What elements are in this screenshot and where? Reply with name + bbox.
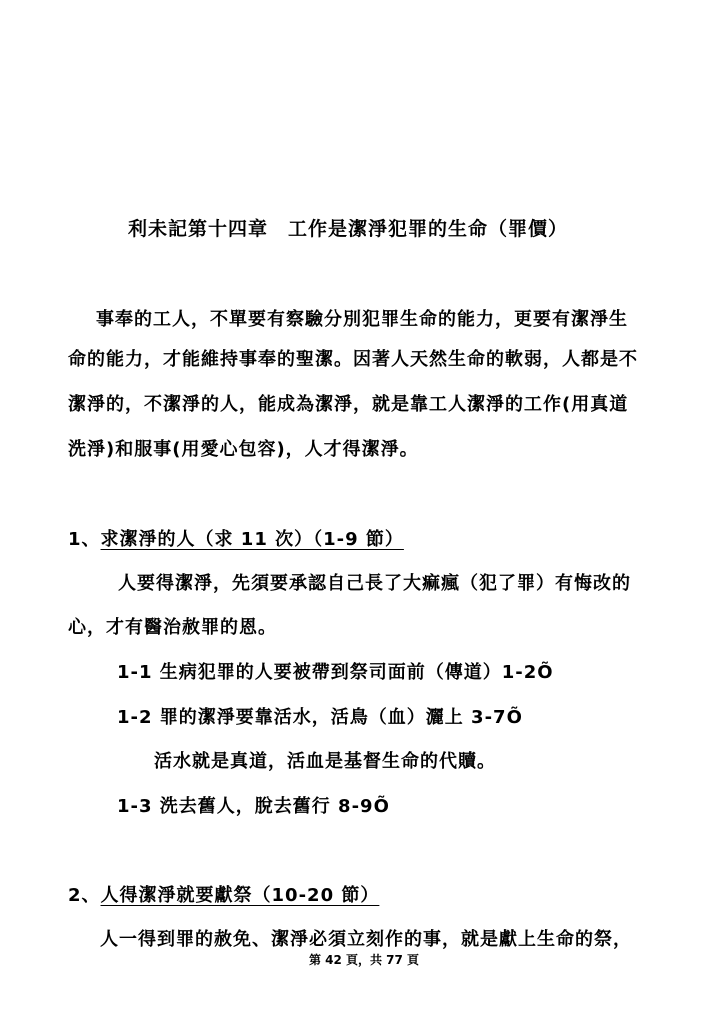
section-1-number: 1、 (68, 529, 101, 550)
section-1-item-1: 1-1 生病犯罪的人要被帶到祭司面前（傳道）1-2Õ (117, 662, 554, 683)
section-1-para-line-1: 人要得潔淨，先須要承認自己長了大痲瘋（犯了罪）有悔改的 (118, 573, 631, 594)
intro-line-4: 洗淨)和服事(用愛心包容)，人才得潔淨。 (68, 439, 419, 460)
section-2-heading-row (68, 884, 379, 908)
section-1-item-3: 1-3 洗去舊人，脫去舊行 8-9Õ (117, 796, 390, 817)
section-1-para-line-2: 心，才有醫治赦罪的恩。 (68, 617, 277, 638)
section-1-item-2-note: 活水就是真道，活血是基督生命的代贖。 (154, 751, 496, 772)
intro-line-2: 命的能力，才能維持事奉的聖潔。因著人天然生命的軟弱，人都是不 (68, 349, 638, 370)
section-1-item-2: 1-2 罪的潔淨要靠活水，活鳥（血）灑上 3-7Õ (117, 707, 523, 728)
section-2-para-line-1: 人一得到罪的赦免、潔淨必須立刻作的事，就是獻上生命的祭， (100, 929, 632, 950)
intro-line-1: 事奉的工人，不單要有察驗分別犯罪生命的能力，更要有潔淨生 (96, 309, 628, 330)
page-footer: 第 42 頁，共 77 頁 (308, 953, 420, 967)
section-1-heading: 求潔淨的人（求 11 次）（1-9 節） (100, 529, 404, 550)
section-2-heading: 人得潔淨就要獻祭（10-20 節） (100, 885, 380, 906)
section-1-heading-row (68, 528, 404, 552)
section-2-number: 2、 (68, 885, 101, 906)
intro-line-3: 潔淨的，不潔淨的人，能成為潔淨，就是靠工人潔淨的工作(用真道 (68, 394, 629, 415)
page-title: 利未記第十四章 工作是潔淨犯罪的生命（罪價） (128, 218, 569, 240)
